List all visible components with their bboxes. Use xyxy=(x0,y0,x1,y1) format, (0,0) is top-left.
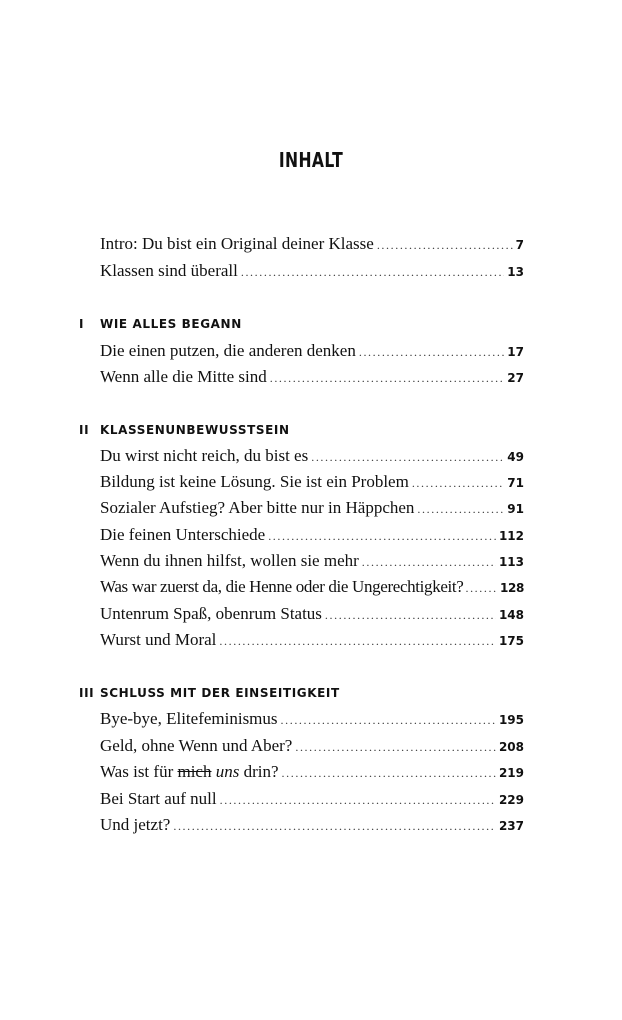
dot-leader xyxy=(362,555,496,570)
toc-entry[interactable] xyxy=(100,789,524,809)
toc-entry[interactable] xyxy=(100,709,524,729)
toc-entry-page: 13 xyxy=(507,265,524,279)
italic-word: uns xyxy=(215,762,240,781)
toc-entry[interactable] xyxy=(100,630,524,650)
dot-leader xyxy=(377,238,513,253)
toc-entry-title: Intro: Du bist ein Original deiner Klasse xyxy=(100,234,374,253)
toc-entry-page: 49 xyxy=(507,450,524,464)
title-suffix: drin? xyxy=(239,762,279,781)
dot-leader xyxy=(295,740,496,755)
toc-entry-page: 91 xyxy=(507,502,524,516)
section-numeral: II xyxy=(79,423,90,437)
toc-entry-page: 175 xyxy=(498,634,524,648)
toc-entry-title: Geld, ohne Wenn und Aber? xyxy=(100,736,293,755)
toc-entry[interactable] xyxy=(100,472,524,492)
title-prefix: Was ist für xyxy=(100,762,178,781)
toc-entry-title: Du wirst nicht reich, du bist es xyxy=(100,446,309,465)
toc-entry-page: 219 xyxy=(498,766,524,780)
toc-entry-page: 148 xyxy=(498,608,524,622)
section-heading xyxy=(79,317,519,331)
section-heading xyxy=(79,423,519,437)
toc-entry[interactable] xyxy=(100,446,524,466)
dot-leader xyxy=(241,265,504,280)
toc-entry[interactable] xyxy=(100,525,524,545)
struck-word: mich xyxy=(177,762,212,781)
toc-entry-page: 27 xyxy=(507,371,524,385)
dot-leader xyxy=(219,634,496,649)
section-title: SCHLUSS MIT DER EINSEITIGKEIT xyxy=(100,686,340,700)
toc-entry-page: 17 xyxy=(507,345,524,359)
toc-entry-page: 128 xyxy=(500,581,524,595)
toc-entry[interactable] xyxy=(100,261,524,281)
toc-entry[interactable] xyxy=(100,815,524,835)
dot-leader xyxy=(281,713,496,728)
toc-entry-title: Sozialer Aufstieg? Aber bitte nur in Häppchen xyxy=(100,498,415,517)
toc-entry-title xyxy=(100,762,279,782)
toc-entry-title: Wurst und Moral xyxy=(100,630,217,649)
page-title: INHALT xyxy=(278,148,344,172)
dot-leader xyxy=(417,502,504,517)
dot-leader xyxy=(359,345,504,360)
toc-entry-page: 208 xyxy=(498,740,524,754)
section-heading xyxy=(79,686,519,700)
toc-entry-page: 195 xyxy=(498,713,524,727)
toc-entry-title: Die feinen Unterschiede xyxy=(100,525,266,544)
toc-entry-page: 112 xyxy=(498,529,524,543)
dot-leader xyxy=(268,529,496,544)
dot-leader xyxy=(173,819,496,834)
toc-entry[interactable] xyxy=(100,604,524,624)
section-numeral: III xyxy=(79,686,95,700)
toc-entry-title: Und jetzt? xyxy=(100,815,171,834)
toc-entry[interactable] xyxy=(100,341,524,361)
toc-entry[interactable] xyxy=(100,762,524,782)
toc-entry[interactable] xyxy=(100,551,524,571)
toc-entry[interactable] xyxy=(100,234,524,254)
dot-leader xyxy=(412,476,504,491)
dot-leader xyxy=(270,371,505,386)
toc-entry[interactable] xyxy=(100,498,524,518)
toc-entry-page: 237 xyxy=(498,819,524,833)
dot-leader xyxy=(465,581,498,596)
section-numeral: I xyxy=(79,317,85,331)
toc-entry-title: Bildung ist keine Lösung. Sie ist ein Problem xyxy=(100,472,409,491)
toc-entry-title: Bye-bye, Elitefeminismus xyxy=(100,709,278,728)
toc-entry-page: 71 xyxy=(507,476,524,490)
dot-leader xyxy=(282,766,496,781)
toc-entry-page: 7 xyxy=(515,238,524,252)
dot-leader xyxy=(311,450,504,465)
toc-entry-title: Klassen sind überall xyxy=(100,261,238,280)
section-title: WIE ALLES BEGANN xyxy=(100,317,242,331)
toc-entry[interactable] xyxy=(100,367,524,387)
toc-entry-title: Untenrum Spaß, obenrum Status xyxy=(100,604,322,623)
toc-entry-page: 113 xyxy=(498,555,524,569)
toc-entry-title: Wenn du ihnen hilfst, wollen sie mehr xyxy=(100,551,359,570)
dot-leader xyxy=(220,793,496,808)
dot-leader xyxy=(325,608,496,623)
toc-entry-page: 229 xyxy=(498,793,524,807)
toc-entry-title: Bei Start auf null xyxy=(100,789,217,808)
toc-entry-title: Was war zuerst da, die Henne oder die Ungerechtigkeit? xyxy=(100,577,464,596)
toc-entry-title: Wenn alle die Mitte sind xyxy=(100,367,267,386)
section-title: KLASSENUNBEWUSSTSEIN xyxy=(100,423,290,437)
toc-entry-title: Die einen putzen, die anderen denken xyxy=(100,341,356,360)
toc-entry[interactable] xyxy=(100,736,524,756)
toc-entry[interactable] xyxy=(100,577,524,597)
